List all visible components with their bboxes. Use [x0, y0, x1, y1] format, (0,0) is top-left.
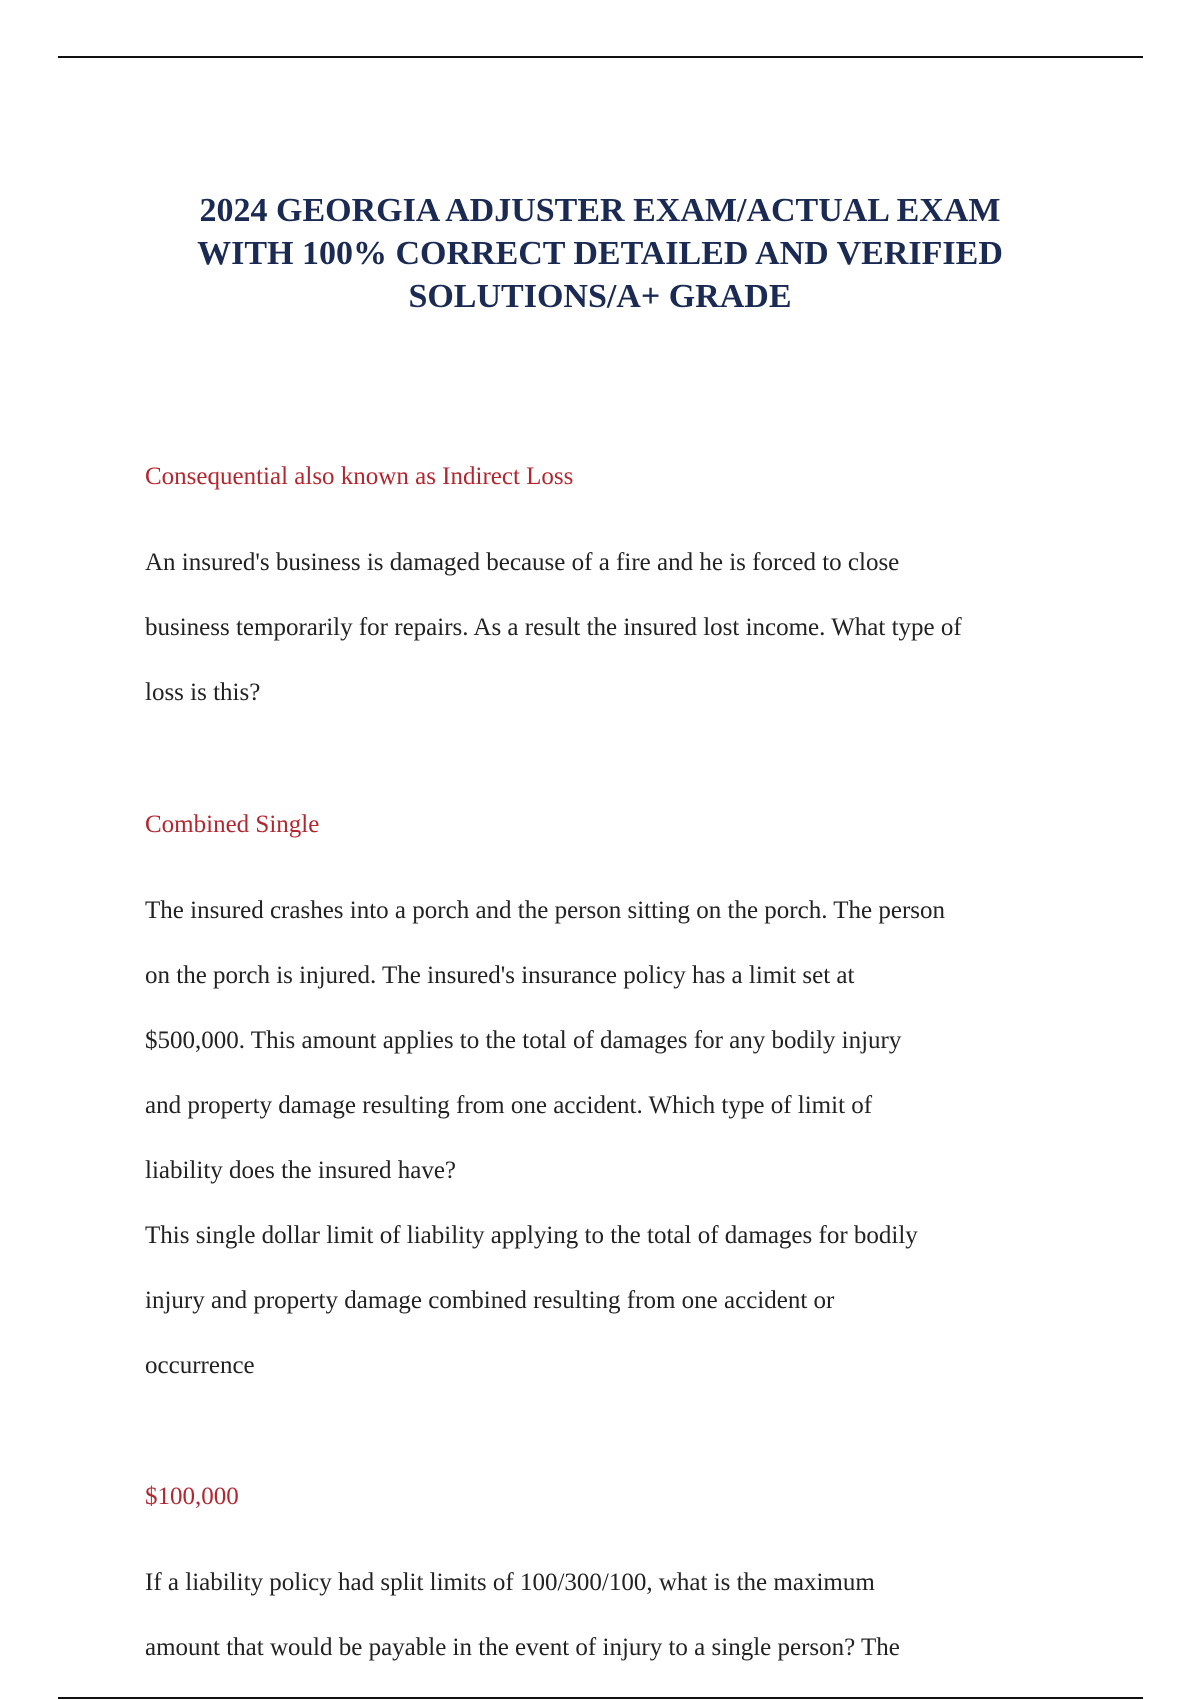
text-line: An insured's business is damaged because of a fire and he is forced to close [145, 549, 900, 576]
text-line: on the porch is injured. The insured's insurance policy has a limit set at [145, 962, 855, 989]
text-line: loss is this? [145, 679, 261, 706]
answer-heading: Consequential also known as Indirect Loss [145, 463, 574, 490]
answer-heading: $100,000 [145, 1483, 239, 1510]
answer-heading: Combined Single [145, 811, 320, 838]
text-line: injury and property damage combined resulting from one accident or [145, 1287, 835, 1314]
question-paragraph [145, 1550, 1090, 1680]
document-title [120, 189, 1080, 318]
text-line: If a liability policy had split limits of 100/300/100, what is the maximum [145, 1569, 875, 1596]
text-line: business temporarily for repairs. As a result the insured lost income. What type of [145, 614, 962, 641]
text-line: and property damage resulting from one accident. Which type of limit of [145, 1092, 873, 1119]
text-line: $500,000. This amount applies to the total of damages for any bodily injury [145, 1027, 902, 1054]
bottom-rule [58, 1697, 1143, 1699]
text-line: This single dollar limit of liability applying to the total of damages for bodily [145, 1222, 918, 1249]
title-line: 2024 GEORGIA ADJUSTER EXAM/ACTUAL EXAM [199, 192, 1001, 229]
question-paragraph [145, 530, 1090, 725]
text-line: amount that would be payable in the event of injury to a single person? The [145, 1634, 900, 1661]
text-line: occurrence [145, 1352, 255, 1379]
question-paragraph [145, 878, 1090, 1398]
text-line: liability does the insured have? [145, 1157, 457, 1184]
title-line: SOLUTIONS/A+ GRADE [408, 278, 792, 315]
text-line: The insured crashes into a porch and the person sitting on the porch. The person [145, 897, 946, 924]
title-line: WITH 100% CORRECT DETAILED AND VERIFIED [197, 235, 1003, 272]
top-rule [58, 56, 1143, 58]
